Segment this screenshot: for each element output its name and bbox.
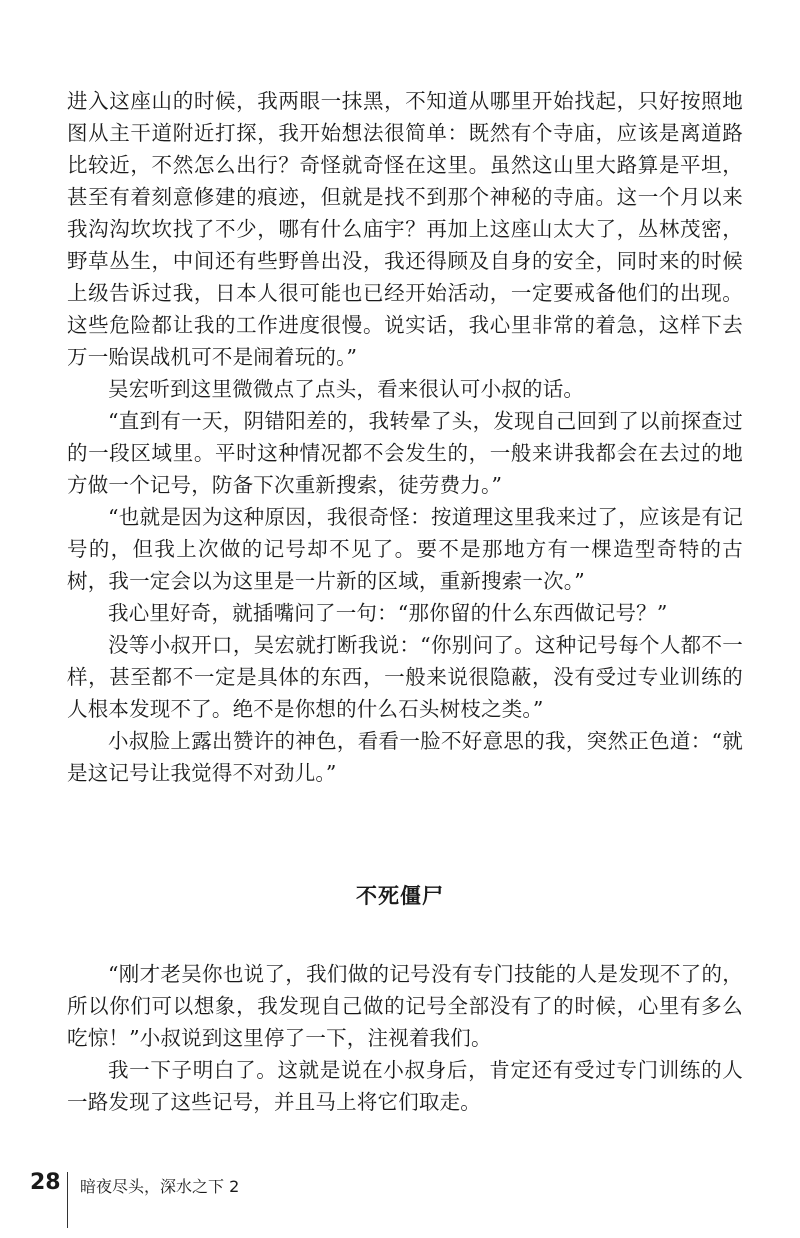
paragraph: “也就是因为这种原因，我很奇怪：按道理这里我来过了，应该是有记号的，但我上次做的记号却不见了。要不是那地方有一棵造型奇特的古树，我一定会以为这里是一片新的区域，重新搜索一次。” xyxy=(67,505,743,593)
body-text-block-1 xyxy=(67,85,743,789)
body-text-block-2 xyxy=(67,958,743,1118)
chapter-title: 不死僵尸 xyxy=(356,884,444,908)
footer-divider xyxy=(67,1172,68,1228)
paragraph: 我心里好奇，就插嘴问了一句：“那你留的什么东西做记号？” xyxy=(108,601,668,625)
page-number: 28 xyxy=(30,1170,61,1195)
paragraph: 进入这座山的时候，我两眼一抹黑，不知道从哪里开始找起，只好按照地图从主干道附近打探，我开始想法很简单：既然有个寺庙，应该是离道路比较近，不然怎么出行？奇怪就奇怪在这里。虽然这山里大路算是平坦，甚至有着刻意修建的痕迹，但就是找不到那个神秘的寺庙。这一个月以来我沟沟坎坎找了不少，哪有什么庙宇？再加上这座山太大了，丛林茂密，野草丛生，中间还有些野兽出没，我还得顾及自身的安全，同时来的时候上级告诉过我，日本人很可能也已经开始活动，一定要戒备他们的出现。这些危险都让我的工作进度很慢。说实话，我心里非常的着急，这样下去万一贻误战机可不是闹着玩的。” xyxy=(67,89,743,369)
paragraph: 吴宏听到这里微微点了点头，看来很认可小叔的话。 xyxy=(108,377,585,401)
paragraph: 没等小叔开口，吴宏就打断我说：“你别问了。这种记号每个人都不一样，甚至都不一定是具体的东西，一般来说很隐蔽，没有受过专业训练的人根本发现不了。绝不是你想的什么石头树枝之类。” xyxy=(67,633,743,721)
running-footer-title: 暗夜尽头，深水之下 2 xyxy=(80,1177,240,1196)
paragraph: “刚才老吴你也说了，我们做的记号没有专门技能的人是发现不了的，所以你们可以想象，我发现自己做的记号全部没有了的时候，心里有多么吃惊！”小叔说到这里停了一下，注视着我们。 xyxy=(67,962,743,1050)
paragraph: 小叔脸上露出赞许的神色，看看一脸不好意思的我，突然正色道：“就是这记号让我觉得不对劲儿。” xyxy=(67,729,743,785)
paragraph: “直到有一天，阴错阳差的，我转晕了头，发现自己回到了以前探查过的一段区域里。平时这种情况都不会发生的，一般来讲我都会在去过的地方做一个记号，防备下次重新搜索，徒劳费力。” xyxy=(67,409,743,497)
paragraph: 我一下子明白了。这就是说在小叔身后，肯定还有受过专门训练的人一路发现了这些记号，并且马上将它们取走。 xyxy=(67,1058,743,1114)
